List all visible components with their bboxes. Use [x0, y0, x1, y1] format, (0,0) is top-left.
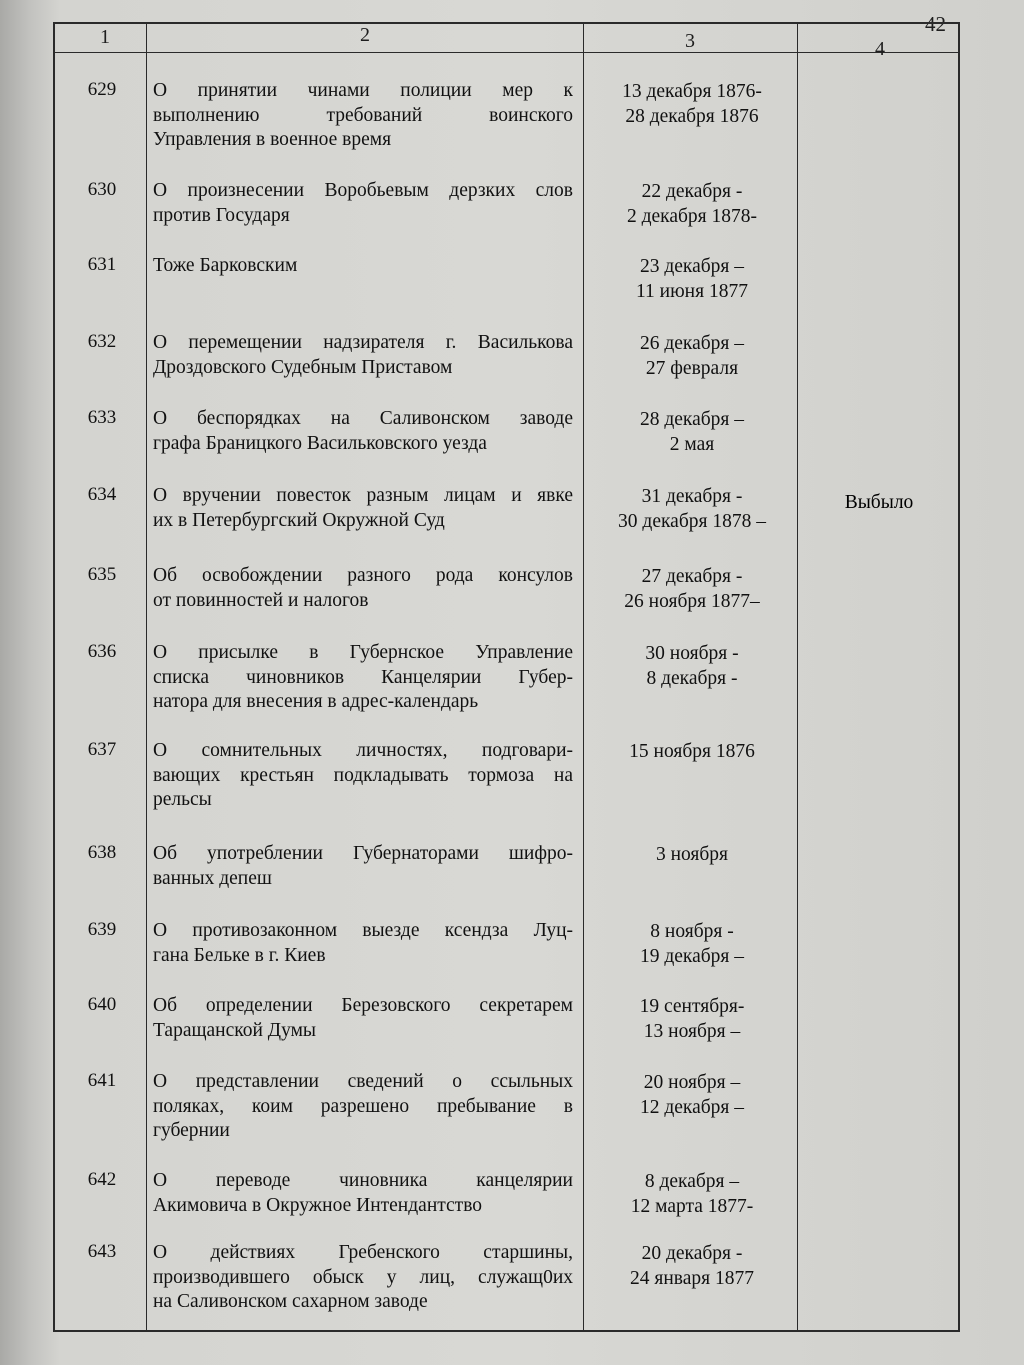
case-number: 643 [87, 1241, 117, 1262]
case-title-line: на Саливонском сахарном заводе [153, 1291, 428, 1312]
case-dates [587, 331, 797, 381]
case-title-line: Управления в военное время [153, 129, 392, 150]
case-title [153, 1070, 573, 1144]
case-dates [587, 564, 797, 614]
case-dates [587, 484, 797, 534]
case-date-line: 30 декабря 1878 – [618, 511, 766, 532]
case-title-line: Об определении Березовского секретарем [153, 995, 573, 1016]
case-date-line: 20 декабря - [641, 1243, 743, 1264]
case-dates [587, 1241, 797, 1291]
column-header-2: 2 [360, 24, 370, 46]
case-title [153, 919, 573, 968]
case-dates [587, 1169, 797, 1219]
case-date-line: 19 декабря – [639, 946, 745, 967]
case-date-line: 3 ноября [655, 844, 729, 865]
case-title [153, 564, 573, 613]
case-title-line: выполнению требований воинского [153, 104, 573, 126]
case-title-line: поляках, коим разрешено пребывание в [153, 1095, 573, 1117]
case-title-line: графа Браницкого Васильковского уезда [153, 432, 487, 454]
case-title-line: Тоже Барковским [153, 255, 298, 276]
case-number: 642 [87, 1169, 117, 1190]
case-title-line: Об употреблении Губернаторами шифро- [153, 843, 573, 864]
case-number: 632 [87, 331, 117, 352]
case-title-line: Об освобождении разного рода консулов [153, 565, 573, 586]
case-number: 635 [87, 564, 117, 585]
case-title [153, 641, 573, 715]
case-title [153, 842, 573, 891]
case-date-line: 26 ноября 1877– [624, 591, 760, 612]
case-dates [587, 842, 797, 867]
case-title-line: натора для внесения в адрес-календарь [153, 691, 479, 712]
case-title-line: вающих крестьян подкладывать тормоза на [153, 764, 573, 786]
case-date-line: 28 декабря – [639, 409, 745, 430]
case-number: 639 [87, 919, 117, 940]
case-title [153, 79, 573, 153]
case-dates [587, 254, 797, 304]
case-title-line: О противозаконном выезде ксендза Луц- [153, 920, 573, 941]
case-title-line: от повинностей и налогов [153, 589, 369, 611]
case-title-line: ванных депеш [153, 867, 272, 889]
column-header-3: 3 [685, 30, 695, 52]
column-header-1: 1 [100, 26, 110, 48]
case-number: 641 [87, 1070, 117, 1091]
case-date-line: 27 декабря - [641, 566, 743, 587]
case-dates [587, 994, 797, 1044]
case-date-line: 31 декабря - [641, 486, 743, 507]
case-date-line: 22 декабря - [641, 181, 743, 202]
case-dates [587, 641, 797, 691]
case-title [153, 739, 573, 813]
case-date-line: 28 декабря 1876 [625, 106, 759, 127]
case-title [153, 179, 573, 228]
case-title-line: О сомнительных личностях, подговари- [153, 740, 573, 761]
case-title-line: О беспорядках на Саливонском заводе [153, 408, 573, 429]
case-number: 634 [87, 484, 117, 505]
case-date-line: 13 декабря 1876- [622, 81, 762, 102]
case-dates [587, 179, 797, 229]
header-divider [55, 52, 958, 53]
case-dates [587, 79, 797, 129]
case-title-line: О вручении повесток разным лицам и явке [153, 485, 573, 506]
case-title-line: губернии [153, 1120, 230, 1141]
case-title [153, 994, 573, 1043]
case-date-line: 27 февраля [645, 358, 739, 379]
case-dates [587, 1070, 797, 1120]
case-title-line: Таращанской Думы [153, 1019, 317, 1041]
case-number: 638 [87, 842, 117, 863]
case-title-line: О переводе чиновника канцелярии [153, 1170, 573, 1191]
case-date-line: 23 декабря – [639, 256, 745, 277]
note-vybylo: Выбыло [844, 492, 914, 513]
case-number: 640 [87, 994, 117, 1015]
case-dates [587, 919, 797, 969]
case-number: 636 [87, 641, 117, 662]
case-date-line: 12 декабря – [639, 1097, 745, 1118]
case-date-line: 2 мая [669, 434, 715, 455]
case-date-line: 13 ноября – [643, 1021, 741, 1042]
case-date-line: 19 сентября- [639, 996, 745, 1017]
case-date-line: 12 марта 1877- [630, 1196, 754, 1217]
column-divider [797, 24, 798, 1330]
case-title-line: их в Петербургский Окружной Суд [153, 509, 445, 531]
case-title-line: против Государя [153, 204, 290, 226]
case-title-line: рельсы [153, 789, 212, 810]
case-date-line: 15 ноября 1876 [629, 741, 755, 762]
case-date-line: 24 января 1877 [630, 1268, 754, 1289]
case-date-line: 20 ноября – [643, 1072, 741, 1093]
case-date-line: 2 декабря 1878- [626, 206, 758, 227]
column-divider [583, 24, 584, 1330]
case-date-line: 8 декабря - [646, 668, 738, 689]
case-title [153, 331, 573, 380]
case-title [153, 484, 573, 533]
case-title [153, 407, 573, 456]
case-dates [587, 739, 797, 764]
case-number: 631 [87, 254, 117, 275]
case-title [153, 1169, 573, 1218]
case-title-line: гана Бельке в г. Киев [153, 944, 326, 966]
case-date-line: 8 декабря – [644, 1171, 740, 1192]
case-title-line: О принятии чинами полиции мер к [153, 80, 573, 101]
column-header-4: 4 [875, 38, 885, 60]
case-title-line: списка чиновников Канцелярии Губер- [153, 666, 573, 688]
case-date-line: 26 декабря – [639, 333, 745, 354]
case-title-line: Дроздовского Судебным Приставом [153, 356, 453, 378]
case-title-line: О действиях Гребенского старшины, [153, 1242, 573, 1263]
case-number: 630 [87, 179, 117, 200]
case-title-line: производившего обыск у лиц, служащ0их [153, 1266, 573, 1288]
case-date-line: 30 ноября - [645, 643, 739, 664]
case-title-line: О произнесении Воробьевым дерзких слов [153, 180, 573, 201]
case-title-line: О перемещении надзирателя г. Василькова [153, 332, 573, 353]
case-title [153, 254, 573, 279]
case-date-line: 8 ноября - [650, 921, 734, 942]
column-divider [146, 24, 147, 1330]
case-title [153, 1241, 573, 1315]
case-number: 633 [87, 407, 117, 428]
case-date-line: 11 июня 1877 [636, 281, 748, 302]
case-title-line: Акимовича в Окружное Интендантство [153, 1194, 483, 1216]
case-number: 637 [87, 739, 117, 760]
inventory-table [53, 22, 960, 1332]
case-title-line: О присылке в Губернское Управление [153, 642, 573, 663]
case-dates [587, 407, 797, 457]
case-title-line: О представлении сведений о ссыльных [153, 1071, 573, 1092]
case-number: 629 [87, 79, 117, 100]
page-number: 42 [925, 12, 946, 36]
